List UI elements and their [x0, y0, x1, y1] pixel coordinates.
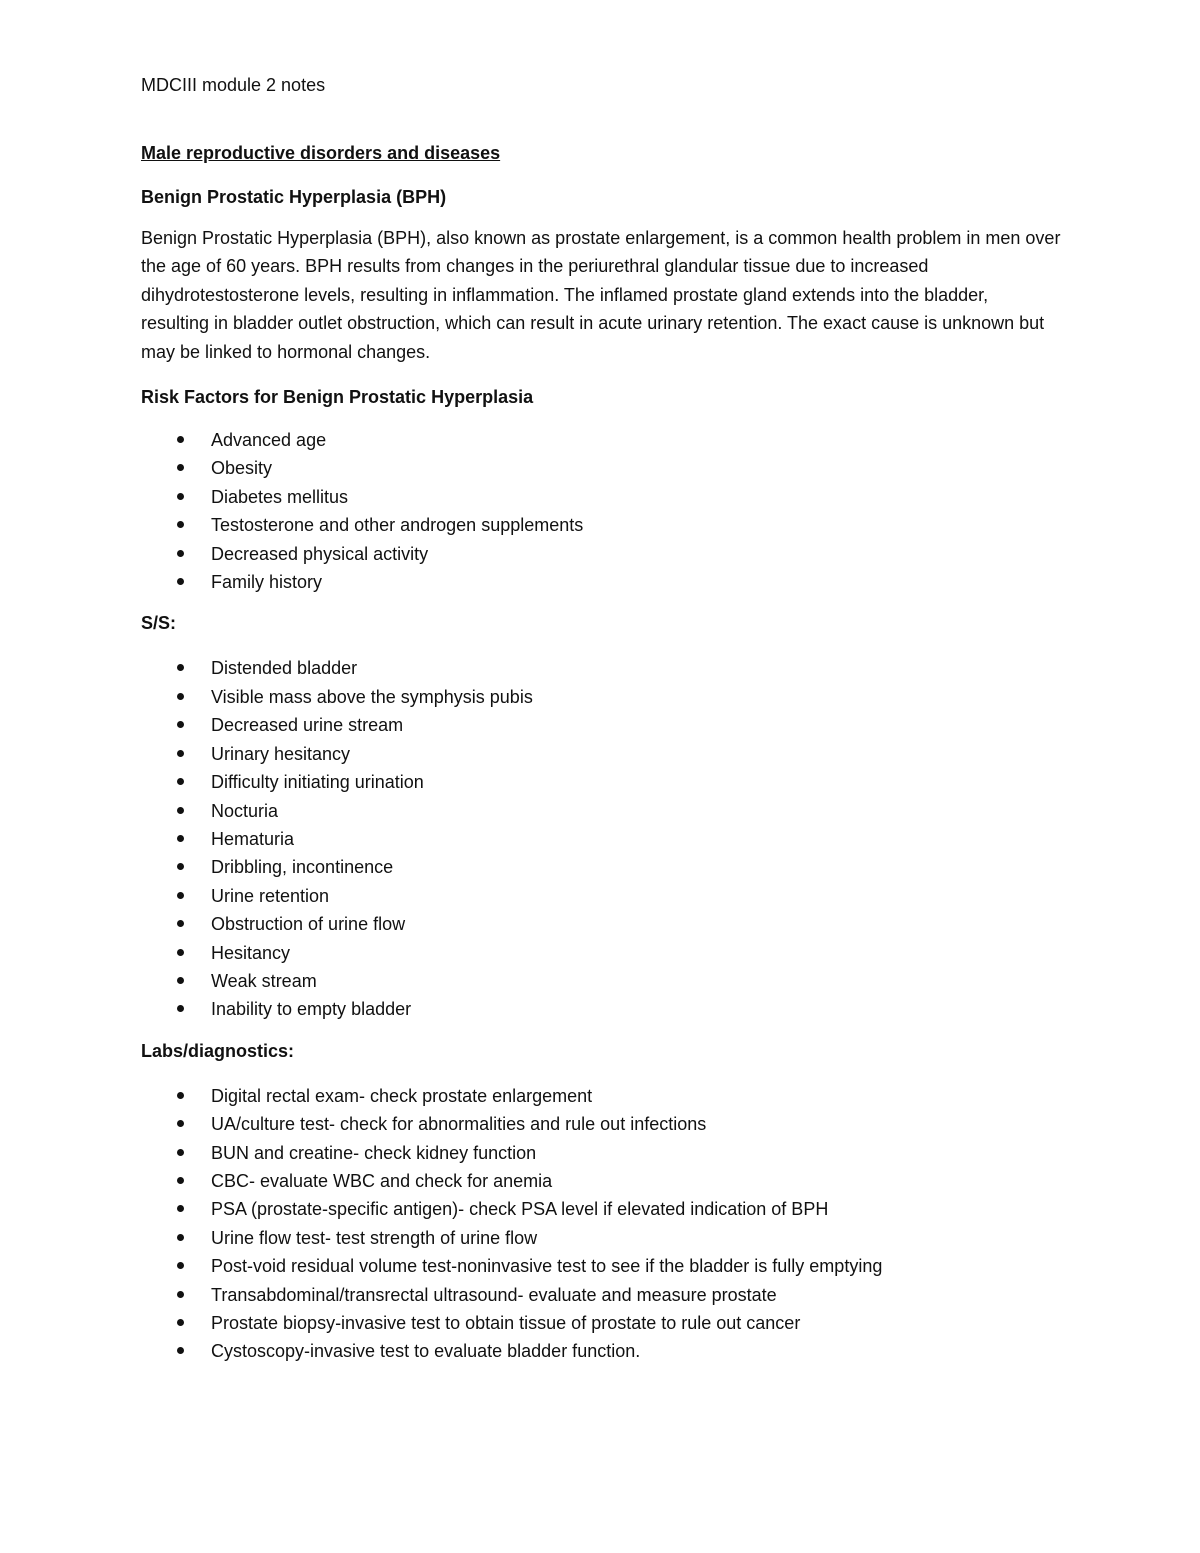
list-item-text: Decreased urine stream: [211, 715, 404, 736]
bullet-icon: [177, 1177, 184, 1184]
list-item-text: BUN and creatine- check kidney function: [211, 1142, 537, 1163]
bullet-icon: [177, 863, 184, 870]
bullet-icon: [177, 1092, 184, 1099]
bullet-icon: [177, 1234, 184, 1241]
list-item: [141, 1224, 1061, 1252]
bullet-icon: [177, 578, 184, 585]
list-item: [141, 910, 1061, 938]
bullet-icon: [177, 464, 184, 471]
list-item: [141, 1195, 1061, 1223]
list-item-text: Family history: [211, 572, 323, 593]
list-item-text: UA/culture test- check for abnormalities and rule out infections: [211, 1114, 707, 1135]
bullet-icon: [177, 493, 184, 500]
bullet-icon: [177, 750, 184, 757]
list-item-text: Post-void residual volume test-noninvasive test to see if the bladder is fully emptying: [211, 1256, 883, 1277]
list-item-text: Urine retention: [211, 885, 330, 906]
list-item: [141, 1139, 1061, 1167]
labs-diagnostics-heading: Labs/diagnostics:: [141, 1040, 295, 1061]
bullet-icon: [177, 949, 184, 956]
list-item: [141, 711, 1061, 739]
bullet-icon: [177, 693, 184, 700]
labs-diagnostics-list: [141, 1082, 1061, 1366]
list-item: [141, 1167, 1061, 1195]
bullet-icon: [177, 721, 184, 728]
list-item-text: Diabetes mellitus: [211, 486, 349, 507]
list-item: [141, 511, 1061, 539]
list-item: [141, 1309, 1061, 1337]
list-item-text: Urinary hesitancy: [211, 743, 351, 764]
intro-paragraph: Benign Prostatic Hyperplasia (BPH), also known as prostate enlargement, is a common health problem in men over the age of 60 years. BPH results from changes in the periurethral glandular tissue due to increased dihydrotestosterone levels, resulting in inflammation. The inflamed prostate gland extends into the bladder, resulting in bladder outlet obstruction, which can result in acute urinary retention. The exact cause is unknown but may be linked to hormonal changes.: [141, 228, 1061, 362]
list-item-text: Inability to empty bladder: [211, 999, 412, 1020]
list-item-text: Distended bladder: [211, 658, 358, 679]
list-item-text: Dribbling, incontinence: [211, 857, 394, 878]
document-page: [141, 72, 1061, 1366]
list-item-text: CBC- evaluate WBC and check for anemia: [211, 1170, 553, 1191]
list-item-text: Difficulty initiating urination: [211, 772, 424, 793]
bullet-icon: [177, 977, 184, 984]
section-title: Male reproductive disorders and diseases: [141, 143, 501, 163]
list-item: [141, 967, 1061, 995]
bullet-icon: [177, 550, 184, 557]
list-item-text: Hesitancy: [211, 942, 291, 963]
list-item-text: Decreased physical activity: [211, 543, 429, 564]
list-item: [141, 1110, 1061, 1138]
bullet-icon: [177, 778, 184, 785]
risk-factors-list: [141, 426, 1061, 596]
list-item: [141, 683, 1061, 711]
bullet-icon: [177, 807, 184, 814]
list-item-text: Digital rectal exam- check prostate enlargement: [211, 1085, 593, 1106]
risk-factors-heading: Risk Factors for Benign Prostatic Hyperplasia: [141, 387, 534, 408]
list-item-text: Hematuria: [211, 828, 295, 849]
list-item: [141, 1252, 1061, 1280]
signs-symptoms-list: [141, 654, 1061, 1023]
bullet-icon: [177, 1291, 184, 1298]
list-item: [141, 483, 1061, 511]
list-item: [141, 882, 1061, 910]
list-item-text: Urine flow test- test strength of urine flow: [211, 1227, 538, 1248]
list-item-text: Obesity: [211, 458, 273, 479]
list-item: [141, 654, 1061, 682]
list-item: [141, 939, 1061, 967]
list-item: [141, 995, 1061, 1023]
bullet-icon: [177, 835, 184, 842]
bullet-icon: [177, 1205, 184, 1212]
list-item: [141, 426, 1061, 454]
topic-heading: Benign Prostatic Hyperplasia (BPH): [141, 187, 447, 207]
list-item: [141, 740, 1061, 768]
bullet-icon: [177, 892, 184, 899]
bullet-icon: [177, 1120, 184, 1127]
list-item-text: Obstruction of urine flow: [211, 914, 406, 935]
bullet-icon: [177, 436, 184, 443]
list-item-text: Cystoscopy-invasive test to evaluate bladder function.: [211, 1341, 641, 1362]
document-title: MDCIII module 2 notes: [141, 75, 326, 95]
bullet-icon: [177, 521, 184, 528]
list-item-text: Nocturia: [211, 800, 279, 821]
list-item: [141, 853, 1061, 881]
bullet-icon: [177, 1005, 184, 1012]
bullet-icon: [177, 1347, 184, 1354]
list-item: [141, 568, 1061, 596]
bullet-icon: [177, 664, 184, 671]
list-item: [141, 454, 1061, 482]
list-item: [141, 1337, 1061, 1365]
signs-symptoms-heading: S/S:: [141, 613, 177, 634]
bullet-icon: [177, 1262, 184, 1269]
list-item: [141, 825, 1061, 853]
list-item: [141, 768, 1061, 796]
list-item-text: PSA (prostate-specific antigen)- check PSA level if elevated indication of BPH: [211, 1199, 829, 1220]
list-item-text: Testosterone and other androgen supplements: [211, 515, 584, 536]
list-item-text: Prostate biopsy-invasive test to obtain tissue of prostate to rule out cancer: [211, 1313, 801, 1333]
list-item: [141, 797, 1061, 825]
bullet-icon: [177, 1319, 184, 1326]
list-item: [141, 1281, 1061, 1309]
list-item-text: Weak stream: [211, 970, 317, 991]
list-item-text: Advanced age: [211, 430, 327, 451]
list-item-text: Visible mass above the symphysis pubis: [211, 686, 533, 707]
bullet-icon: [177, 920, 184, 927]
bullet-icon: [177, 1149, 184, 1156]
list-item: [141, 540, 1061, 568]
list-item: [141, 1082, 1061, 1110]
list-item-text: Transabdominal/transrectal ultrasound- evaluate and measure prostate: [211, 1284, 777, 1305]
